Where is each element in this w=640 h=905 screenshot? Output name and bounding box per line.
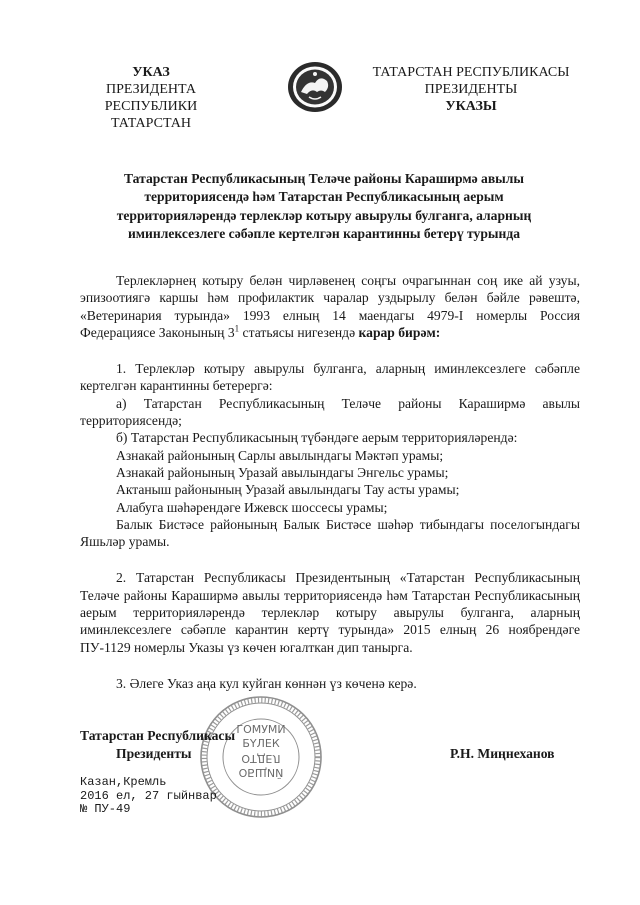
footer-date: 2016 ел, 27 гыйнвар — [80, 788, 217, 803]
header-right-line1: ТАТАРСТАН РЕСПУБЛИКАСЫ — [372, 65, 570, 80]
preamble-superscript: 1 — [234, 323, 240, 334]
header-right-line3: УКАЗЫ — [445, 99, 497, 114]
signature-title-line1: Татарстан Республикасы — [80, 728, 236, 743]
coat-of-arms-icon — [287, 61, 343, 113]
document-title — [100, 170, 548, 243]
title-line2: территориясендә һәм Татарстан Республикасының аерым — [144, 189, 504, 205]
header-right-line2: ПРЕЗИДЕНТЫ — [424, 82, 518, 97]
preamble-text-after: статьясы нигезендә — [239, 324, 359, 340]
item3-paragraph: 3. Әлеге Указ аңа кул куйган көннән үз көченә керә. — [116, 675, 417, 691]
header-left-line2: ПРЕЗИДЕНТА — [106, 82, 196, 97]
title-line1: Татарстан Республикасының Теләче районы Караширмә авылы — [123, 171, 525, 186]
title-line4: иминлексезлеге сәбәпле кертелгән карантинны бетерү турында — [127, 225, 521, 241]
item1-sub-b: б) Татарстан Республикасының түбәндәге аерым территорияләрендә: — [116, 430, 518, 446]
item1-intro: 1. Терлекләр котыру авырулы булганга, аларның иминлексезлеге сәбәпле кертелгән карантинны бетерергә: — [80, 361, 580, 394]
title-line3: территорияләрендә терлекләр котыру авырулы булганга, аларның — [116, 207, 532, 223]
stamp-line2: БҮЛЕК — [242, 737, 280, 750]
document-body — [80, 272, 580, 692]
signature-title-line2: Президенты — [116, 746, 192, 761]
location-item: Азнакай районының Уразай авылындагы Энгельс урамы; — [116, 464, 449, 480]
decree-phrase: карар бирәм: — [358, 324, 441, 340]
header-left — [67, 64, 235, 132]
header-left-line3: РЕСПУБЛИКИ ТАТАРСТАН — [104, 99, 198, 131]
header-left-line1: УКАЗ — [132, 65, 170, 80]
footer-place: Казан,Кремль — [80, 775, 167, 789]
preamble-paragraph — [80, 272, 580, 341]
location-item: Азнакай районының Сарлы авылындагы Мәктәп урамы; — [116, 447, 444, 463]
location-item: Актаныш районының Уразай авылындагы Тау асты урамы; — [116, 482, 460, 498]
stamp-line3: ОТДЕЛ — [241, 752, 281, 765]
item2-paragraph: 2. Татарстан Республикасы Президентының «Татарстан Республикасының Теләче районы Караширмә авылы территориясендә һәм Татарстан Республикасының аерым территорияләрендә терлекләр котыру авырулы булганга, аларның иминлексезлеге сәбәпле карантин кертү турында» 2015 елның 26 ноябрендәге ПУ-1129 номерлы Указы үз көчен югалткан дип танырга. — [80, 570, 580, 655]
location-item: Алабуга шәһәрендәге Ижевск шоссесы урамы; — [116, 499, 388, 515]
preamble-text: Терлекләрнең котыру белән чирләвенең соңгы очрагыннан соң ике ай узуы, эпизоотиягә каршы һәм профилактик чаралар уздырылу белән бәйле рәвештә, «Ветеринария турында» 1993 елның 14 маендагы 4979-I номерлы Россия Федерациясе Законының 3 — [80, 273, 580, 340]
signatory-name: Р.Н. Миңнеханов — [450, 746, 555, 761]
footer — [80, 776, 217, 817]
stamp-line4: ОБЩИЙ — [238, 766, 284, 779]
stamp-line1: ГОМУМИ — [236, 723, 286, 736]
item1-sub-a: а) Татарстан Республикасының Теләче районы Караширмә авылы территориясендә; — [80, 395, 580, 429]
footer-number: № ПУ-49 — [80, 802, 131, 816]
header-right — [362, 64, 580, 115]
location-item-last: Балык Бистәсе районының Балык Бистәсе шәһәр тибындагы поселогындагы Яшьләр урамы. — [80, 516, 580, 550]
